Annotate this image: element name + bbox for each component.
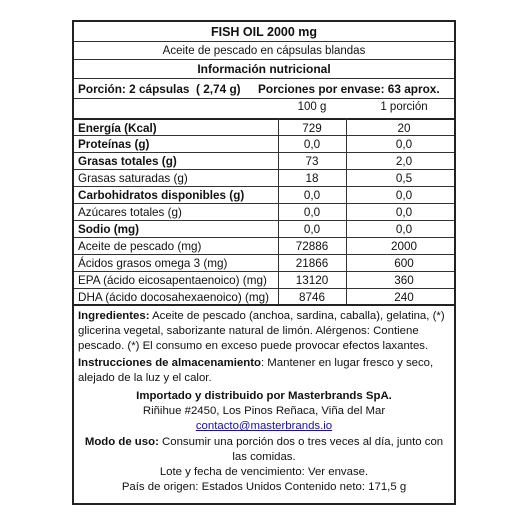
nutrient-value-portion: 360 (394, 274, 414, 287)
nutrient-value-portion: 2,0 (395, 155, 413, 168)
portion-label: Porción: 2 cápsulas (78, 82, 190, 96)
nutrient-name: DHA (ácido docosahexaenoico) (mg) (78, 291, 269, 304)
nutrient-value-100g: 0,0 (303, 189, 321, 202)
storage-paragraph (74, 356, 454, 386)
nutrient-value-portion: 0,0 (395, 206, 413, 219)
importer-line: Importado y distribuido por Masterbrands SpA. (136, 390, 392, 403)
importer-address: Riñihue #2450, Los Pinos Reñaca, Viña del Mar (142, 405, 386, 418)
origin-net-content: País de origen: Estados Unidos Contenido neto: 171,5 g (121, 481, 407, 494)
lot-expiry: Lote y fecha de vencimiento: Ver envase. (159, 466, 369, 479)
nutrient-value-100g: 0,0 (303, 138, 321, 151)
nutrient-row (74, 186, 454, 204)
column-divider (278, 118, 279, 304)
column-divider (346, 118, 347, 304)
nutrient-value-100g: 72886 (295, 240, 329, 253)
nutrient-row (74, 254, 454, 272)
nutrient-row (74, 237, 454, 255)
product-title: FISH OIL 2000 mg (74, 22, 454, 42)
nutrient-value-portion: 0,0 (395, 223, 413, 236)
nutrient-value-portion: 600 (394, 257, 414, 270)
nutrient-name: Sodio (mg) (78, 223, 140, 236)
usage-paragraph (74, 435, 454, 465)
product-subtitle: Aceite de pescado en cápsulas blandas (74, 42, 454, 60)
column-header-row (74, 99, 454, 116)
nutrient-value-portion: 20 (397, 122, 411, 135)
nutrient-value-100g: 0,0 (303, 223, 321, 236)
storage-text: : Mantener en lugar fresco y seco, alejado de la luz y el calor. (78, 356, 434, 384)
nutrient-name: Aceite de pescado (mg) (78, 240, 202, 253)
portion-row (74, 79, 454, 99)
section-divider (74, 304, 454, 306)
nutrient-row (74, 220, 454, 238)
contact-email-link[interactable]: contacto@masterbrands.io (195, 420, 333, 433)
nutrient-value-100g: 8746 (298, 291, 325, 304)
nutrition-info-header: Información nutricional (74, 60, 454, 79)
nutrient-value-portion: 0,0 (395, 138, 413, 151)
nutrient-value-100g: 73 (305, 155, 319, 168)
nutrient-name: Ácidos grasos omega 3 (mg) (78, 257, 228, 270)
nutrient-name: Azúcares totales (g) (78, 206, 182, 219)
servings-per-container: Porciones por envase: 63 aprox. (258, 82, 440, 96)
nutrient-row (74, 118, 454, 136)
portion-weight: ( 2,74 g) (196, 82, 241, 96)
label-notes (74, 309, 454, 495)
usage-label: Modo de uso: (84, 435, 159, 448)
nutrient-value-100g: 13120 (295, 274, 329, 287)
nutrient-row (74, 152, 454, 170)
nutrient-value-100g: 18 (305, 172, 319, 185)
nutrient-row (74, 203, 454, 221)
nutrient-value-portion: 0,0 (395, 189, 413, 202)
nutrient-name: Grasas saturadas (g) (78, 172, 188, 185)
nutrient-row (74, 271, 454, 289)
nutrient-name: Grasas totales (g) (78, 155, 177, 168)
nutrient-value-100g: 21866 (295, 257, 329, 270)
nutrient-value-portion: 2000 (390, 240, 417, 253)
ingredients-text: Aceite de pescado (anchoa, sardina, caballa), gelatina, (*) glicerina vegetal, saborizante natural de limón. Alérgenos: Contiene pescado. (*) El consumo en exceso puede provocar efectos laxantes. (78, 310, 445, 353)
usage-text: Consumir una porción dos o tres veces al día, junto con las comidas. (158, 435, 444, 463)
ingredients-paragraph (74, 309, 454, 355)
ingredients-label: Ingredientes: (78, 310, 150, 322)
column-per-100g: 100 g (297, 101, 327, 113)
nutrient-name: EPA (ácido eicosapentaenoico) (mg) (78, 274, 267, 287)
column-per-portion: 1 porción (380, 101, 428, 113)
nutrient-name: Carbohidratos disponibles (g) (78, 189, 245, 202)
nutrient-name: Energía (Kcal) (78, 122, 157, 135)
storage-label: Instrucciones de almacenamiento (78, 356, 261, 369)
nutrient-row (74, 169, 454, 187)
nutrient-value-100g: 0,0 (303, 206, 321, 219)
nutrition-label (72, 20, 456, 505)
nutrient-value-portion: 240 (394, 291, 414, 304)
nutrient-value-portion: 0,5 (395, 172, 413, 185)
nutrient-name: Proteínas (g) (78, 138, 150, 151)
nutrient-value-100g: 729 (302, 122, 322, 135)
nutrient-row (74, 135, 454, 153)
